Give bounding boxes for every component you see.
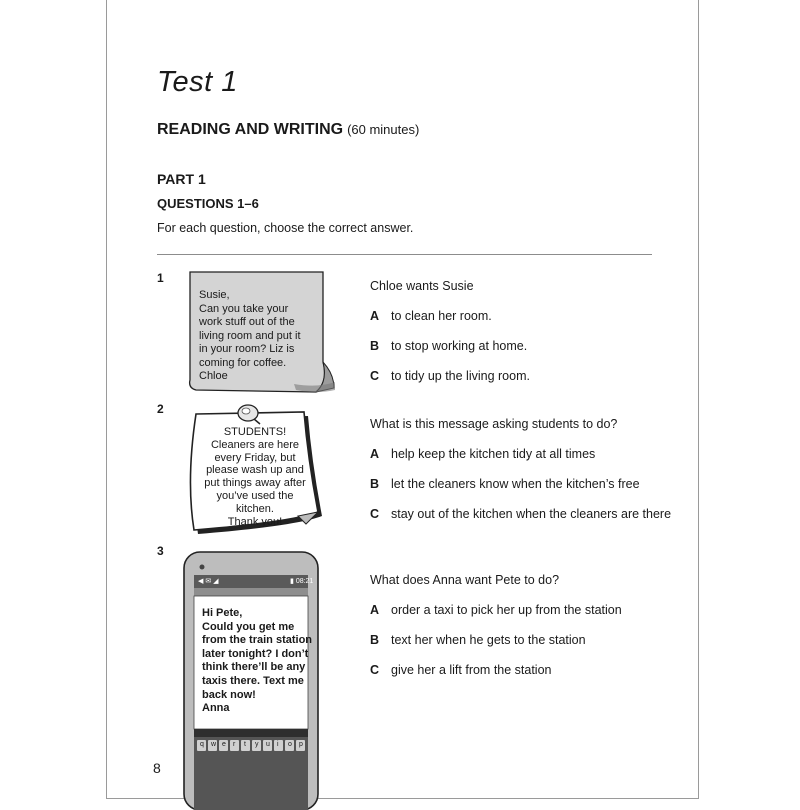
option-3c[interactable] [370,663,552,677]
option-text: stay out of the kitchen when the cleaners are there [391,507,672,521]
note-line: back now! [202,688,256,701]
part-label: PART 1 [157,171,206,187]
note-line: from the train station [202,634,313,647]
key[interactable]: o [288,741,292,748]
option-2b[interactable] [370,477,640,491]
note-line: kitchen. [236,502,274,515]
option-2a[interactable] [370,447,595,461]
option-text: give her a lift from the station [391,663,552,677]
option-letter: B [370,477,380,491]
status-icons: ◀ ✉ ◢ [198,578,219,585]
note-line: please wash up and [206,464,304,477]
option-letter: C [370,507,380,521]
section-title: READING AND WRITING [157,121,344,138]
note-line: Chloe [199,370,228,382]
note-line: Can you take your [199,302,289,315]
page-number: 8 [153,760,161,776]
note-line: put things away after [204,477,306,490]
text-message-3 [202,607,312,716]
instruction-text: For each question, choose the correct answer. [157,221,414,235]
note-line: Anna [202,702,230,715]
option-3b[interactable] [370,633,586,647]
option-text: to stop working at home. [391,339,528,353]
option-text: to clean her room. [391,309,492,323]
option-text: order a taxi to pick her up from the station [391,603,622,617]
option-3a[interactable] [370,603,622,617]
note-line: work stuff out of the [199,316,295,328]
question-stem-3: What does Anna want Pete to do? [370,573,560,587]
note-line: coming for coffee. [199,356,287,369]
note-line: Hi Pete, [202,607,243,619]
battery-icon: ▮ [290,578,294,585]
phone-time: 08:21 [295,578,314,585]
section-heading [157,121,419,139]
option-letter: C [370,663,380,677]
notice-message-2 [200,426,310,528]
key[interactable]: p [299,741,303,748]
option-letter: A [370,603,380,617]
note-message-1 [199,289,301,384]
option-letter: B [370,633,380,647]
question-stem-2: What is this message asking students to do? [370,417,618,431]
keyboard-toolbar [194,729,308,737]
question-stem-1: Chloe wants Susie [370,279,474,293]
section-duration: (60 minutes) [347,122,420,137]
key[interactable]: u [266,741,270,748]
note-line: Thank you! [227,515,283,528]
option-letter: A [370,309,380,323]
option-text: text her when he gets to the station [391,633,586,647]
option-1b[interactable] [370,339,527,353]
questions-label: QUESTIONS 1–6 [157,196,259,211]
note-line: think there’ll be any [202,661,306,674]
note-line: living room and put it [199,329,301,342]
note-line: taxis there. Text me [202,674,304,687]
note-line: Susie, [199,289,230,301]
key[interactable]: r [233,741,236,748]
note-line: in your room? Liz is [199,343,295,355]
test-title: Test 1 [157,66,238,98]
option-letter: C [370,369,380,383]
note-line: you’ve used the [216,489,294,502]
option-letter: A [370,447,380,461]
camera-icon [200,565,205,570]
key[interactable]: q [200,741,204,748]
status-time [290,577,313,585]
note-line: Cleaners are here [210,438,300,451]
option-1a[interactable] [370,309,492,323]
divider [157,254,652,255]
note-line: STUDENTS! [223,426,287,438]
key[interactable]: w [211,741,217,748]
option-text: to tidy up the living room. [391,369,530,383]
option-2c[interactable] [370,507,671,521]
option-text: help keep the kitchen tidy at all times [391,447,596,461]
option-text: let the cleaners know when the kitchen’s free [391,477,640,491]
key[interactable]: y [255,741,259,748]
key[interactable]: i [277,741,279,748]
question-number-2: 2 [157,402,164,416]
note-line: later tonight? I don’t [202,647,309,660]
note-line: every Friday, but [214,451,296,464]
note-line: Could you get me [202,620,295,633]
key[interactable]: t [244,741,246,748]
option-letter: B [370,339,380,353]
key[interactable]: e [222,741,226,748]
question-number-1: 1 [157,271,164,285]
question-number-3: 3 [157,544,164,558]
option-1c[interactable] [370,369,530,383]
